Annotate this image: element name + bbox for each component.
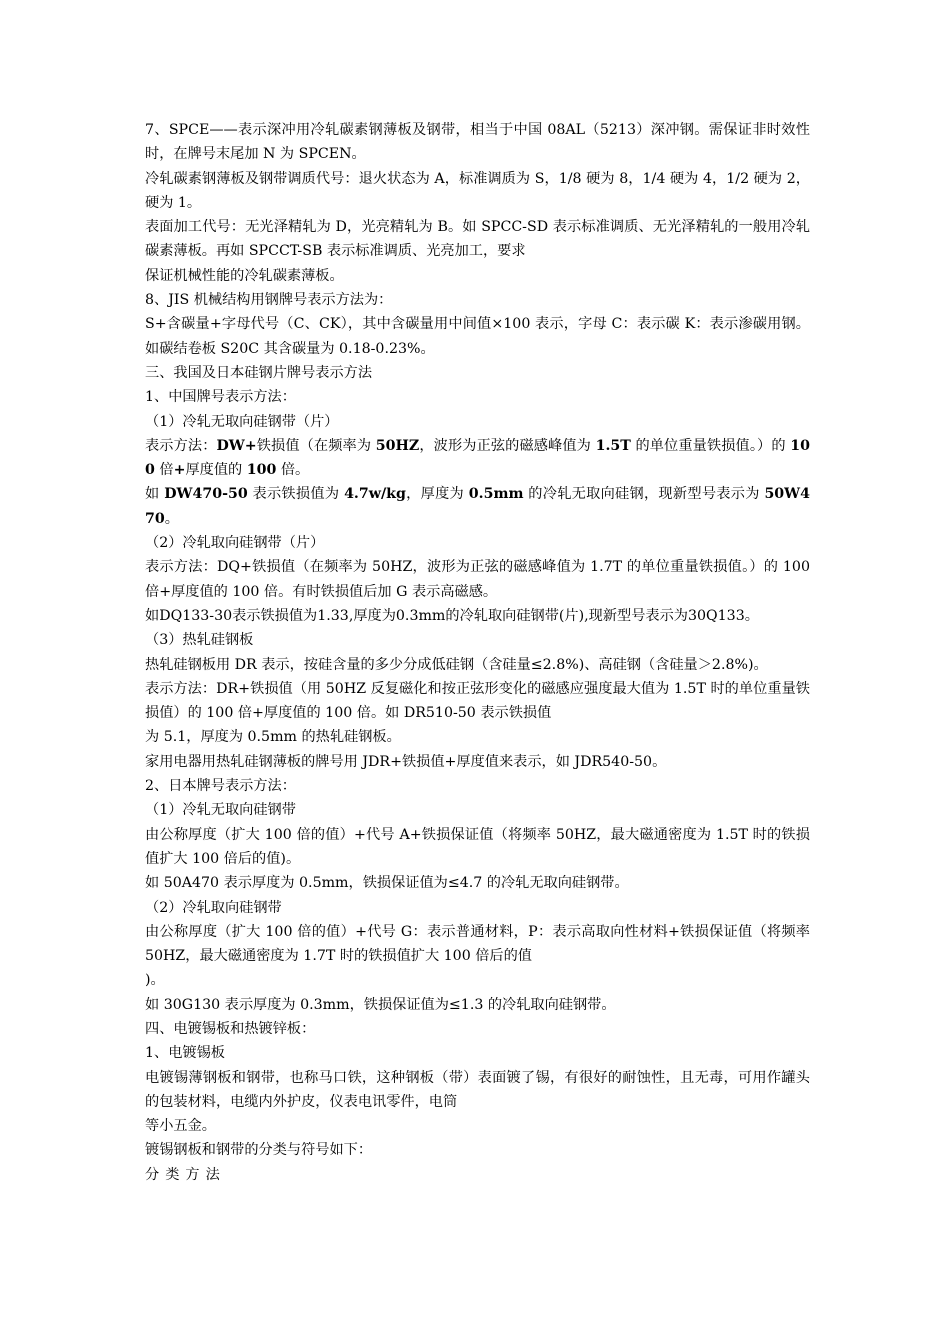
- text-run: 。: [164, 510, 179, 527]
- text-run: ，波形为正弦的磁感峰值为: [419, 437, 596, 454]
- paragraph: [145, 215, 810, 264]
- text-run: 的单位重量铁损值。）的: [630, 437, 791, 454]
- bold-text: 100: [246, 462, 277, 479]
- paragraph: [145, 482, 810, 531]
- text-run: 分类方法: [145, 1166, 226, 1183]
- text-run: 7、SPCE——表示深冲用冷轧碳素钢薄板及钢带，相当于中国 08AL（5213）深冲钢。需保证非时效性时，在牌号末尾加 N 为 SPCEN。: [145, 122, 810, 163]
- paragraph: [145, 896, 810, 920]
- text-run: 热轧硅钢板用 DR 表示，按硅含量的多少分成低硅钢（含硅量≤2.8%)、高硅钢（含硅量＞2.8%)。: [145, 656, 768, 673]
- paragraph: [145, 531, 810, 555]
- paragraph: [145, 1017, 810, 1041]
- text-run: 电镀锡薄钢板和钢带，也称马口铁，这种钢板（带）表面镀了锡，有很好的耐蚀性，且无毒，可用作罐头的包装材料，电缆内外护皮，仪表电讯零件，电筒: [145, 1069, 810, 1110]
- bold-text: 4.7w/kg: [344, 486, 406, 503]
- text-run: 如DQ133-30表示铁损值为1.33,厚度为0.3mm的冷轧取向硅钢带(片),现新型号表示为30Q133。: [145, 607, 759, 624]
- paragraph: [145, 555, 810, 604]
- text-run: 保证机械性能的冷轧碳素薄板。: [145, 267, 344, 284]
- text-run: 1、中国牌号表示方法：: [145, 389, 296, 406]
- paragraph: [145, 968, 810, 992]
- paragraph: [145, 871, 810, 895]
- bold-text: +: [173, 462, 186, 479]
- paragraph: [145, 823, 810, 872]
- paragraph: [145, 118, 810, 167]
- text-run: 三、我国及日本硅钢片牌号表示方法: [145, 364, 373, 381]
- paragraph: [145, 410, 810, 434]
- paragraph: [145, 1041, 810, 1065]
- paragraph: [145, 1066, 810, 1115]
- text-run: )。: [145, 972, 165, 989]
- text-run: （2）冷轧取向硅钢带（片）: [145, 535, 325, 552]
- text-run: 倍。: [276, 462, 310, 479]
- paragraph: [145, 264, 810, 288]
- text-run: （2）冷轧取向硅钢带: [145, 899, 282, 916]
- text-run: 由公称厚度（扩大 100 倍的值）+代号 G：表示普通材料，P：表示高取向性材料+铁损保证值（将频率 50HZ，最大磁通密度为 1.7T 时的铁损值扩大 100 倍后的值: [145, 923, 810, 965]
- text-run: 铁损值（在频率为: [256, 437, 376, 454]
- text-run: （3）热轧硅钢板: [145, 632, 254, 649]
- text-run: 2、日本牌号表示方法：: [145, 778, 296, 795]
- document-page: [145, 118, 810, 1187]
- bold-text: 100: [145, 437, 810, 479]
- text-run: 镀锡钢板和钢带的分类与符号如下：: [145, 1142, 373, 1159]
- text-run: 四、电镀锡板和热镀锌板：: [145, 1020, 316, 1037]
- text-run: 如 50A470 表示厚度为 0.5mm，铁损保证值为≤4.7 的冷轧无取向硅钢带。: [145, 875, 629, 892]
- text-run: 倍: [154, 462, 174, 479]
- paragraph: [145, 604, 810, 628]
- bold-text: 1.5T: [595, 437, 631, 454]
- paragraph: [145, 361, 810, 385]
- paragraph: [145, 774, 810, 798]
- paragraph: [145, 920, 810, 969]
- text-run: 如 30G130 表示厚度为 0.3mm，铁损保证值为≤1.3 的冷轧取向硅钢带。: [145, 996, 616, 1013]
- paragraph: [145, 1163, 810, 1187]
- paragraph: [145, 993, 810, 1017]
- text-run: 为 5.1，厚度为 0.5mm 的热轧硅钢板。: [145, 729, 401, 746]
- text-run: 表示方法：DR+铁损值（用 50HZ 反复磁化和按正弦形变化的磁感应强度最大值为 1.5T 时的单位重量铁损值）的 100 倍+厚度值的 100 倍。如 DR510-50 表示铁损值: [145, 680, 810, 722]
- text-run: 1、电镀锡板: [145, 1045, 225, 1062]
- text-run: 表示方法：DQ+铁损值（在频率为 50HZ，波形为正弦的磁感峰值为 1.7T 的单位重量铁损值。）的 100 倍+厚度值的 100 倍。有时铁损值后加 G 表示高磁感。: [145, 559, 810, 600]
- text-run: （1）冷轧无取向硅钢带: [145, 802, 296, 819]
- text-run: 表示铁损值为: [247, 486, 345, 503]
- bold-text: 50W470: [145, 486, 810, 527]
- paragraph: [145, 798, 810, 822]
- bold-text: DW470-50: [164, 486, 248, 503]
- text-run: S+含碳量+字母代号（C、CK），其中含碳量用中间值×100 表示，字母 C：表示碳 K：表示渗碳用钢。如碳结卷板 S20C 其含碳量为 0.18-0.23%。: [145, 316, 810, 357]
- text-run: 家用电器用热轧硅钢薄板的牌号用 JDR+铁损值+厚度值来表示，如 JDR540-50。: [145, 753, 667, 770]
- bold-text: DW+: [216, 437, 257, 454]
- paragraph: [145, 434, 810, 483]
- text-run: 的冷轧无取向硅钢，现新型号表示为: [523, 486, 765, 503]
- text-run: 8、JIS 机械结构用钢牌号表示方法为：: [145, 292, 393, 309]
- paragraph: [145, 1138, 810, 1162]
- bold-text: 0.5mm: [468, 486, 524, 503]
- text-run: 等小五金。: [145, 1118, 216, 1135]
- paragraph: [145, 653, 810, 677]
- bold-text: 50HZ: [375, 437, 420, 454]
- text-run: 表面加工代号：无光泽精轧为 D，光亮精轧为 B。如 SPCC-SD 表示标准调质、无光泽精轧的一般用冷轧碳素薄板。再如 SPCCT-SB 表示标准调质、光亮加工，要求: [145, 219, 810, 260]
- text-run: 厚度值的: [185, 462, 247, 479]
- text-run: 冷轧碳素钢薄板及钢带调质代号：退火状态为 A，标准调质为 S，1/8 硬为 8，1/4 硬为 4，1/2 硬为 2，硬为 1。: [145, 170, 810, 211]
- paragraph: [145, 1114, 810, 1138]
- paragraph: [145, 385, 810, 409]
- text-run: 由公称厚度（扩大 100 倍的值）+代号 A+铁损保证值（将频率 50HZ，最大磁通密度为 1.5T 时的铁损值扩大 100 倍后的值)。: [145, 826, 810, 867]
- paragraph: [145, 288, 810, 312]
- paragraph: [145, 725, 810, 749]
- paragraph: [145, 312, 810, 361]
- text-run: ，厚度为: [405, 486, 469, 503]
- paragraph: [145, 167, 810, 216]
- paragraph: [145, 750, 810, 774]
- text-run: 表示方法：: [145, 437, 217, 454]
- text-run: 如: [145, 486, 165, 503]
- text-run: （1）冷轧无取向硅钢带（片）: [145, 413, 339, 430]
- paragraph: [145, 628, 810, 652]
- paragraph: [145, 677, 810, 726]
